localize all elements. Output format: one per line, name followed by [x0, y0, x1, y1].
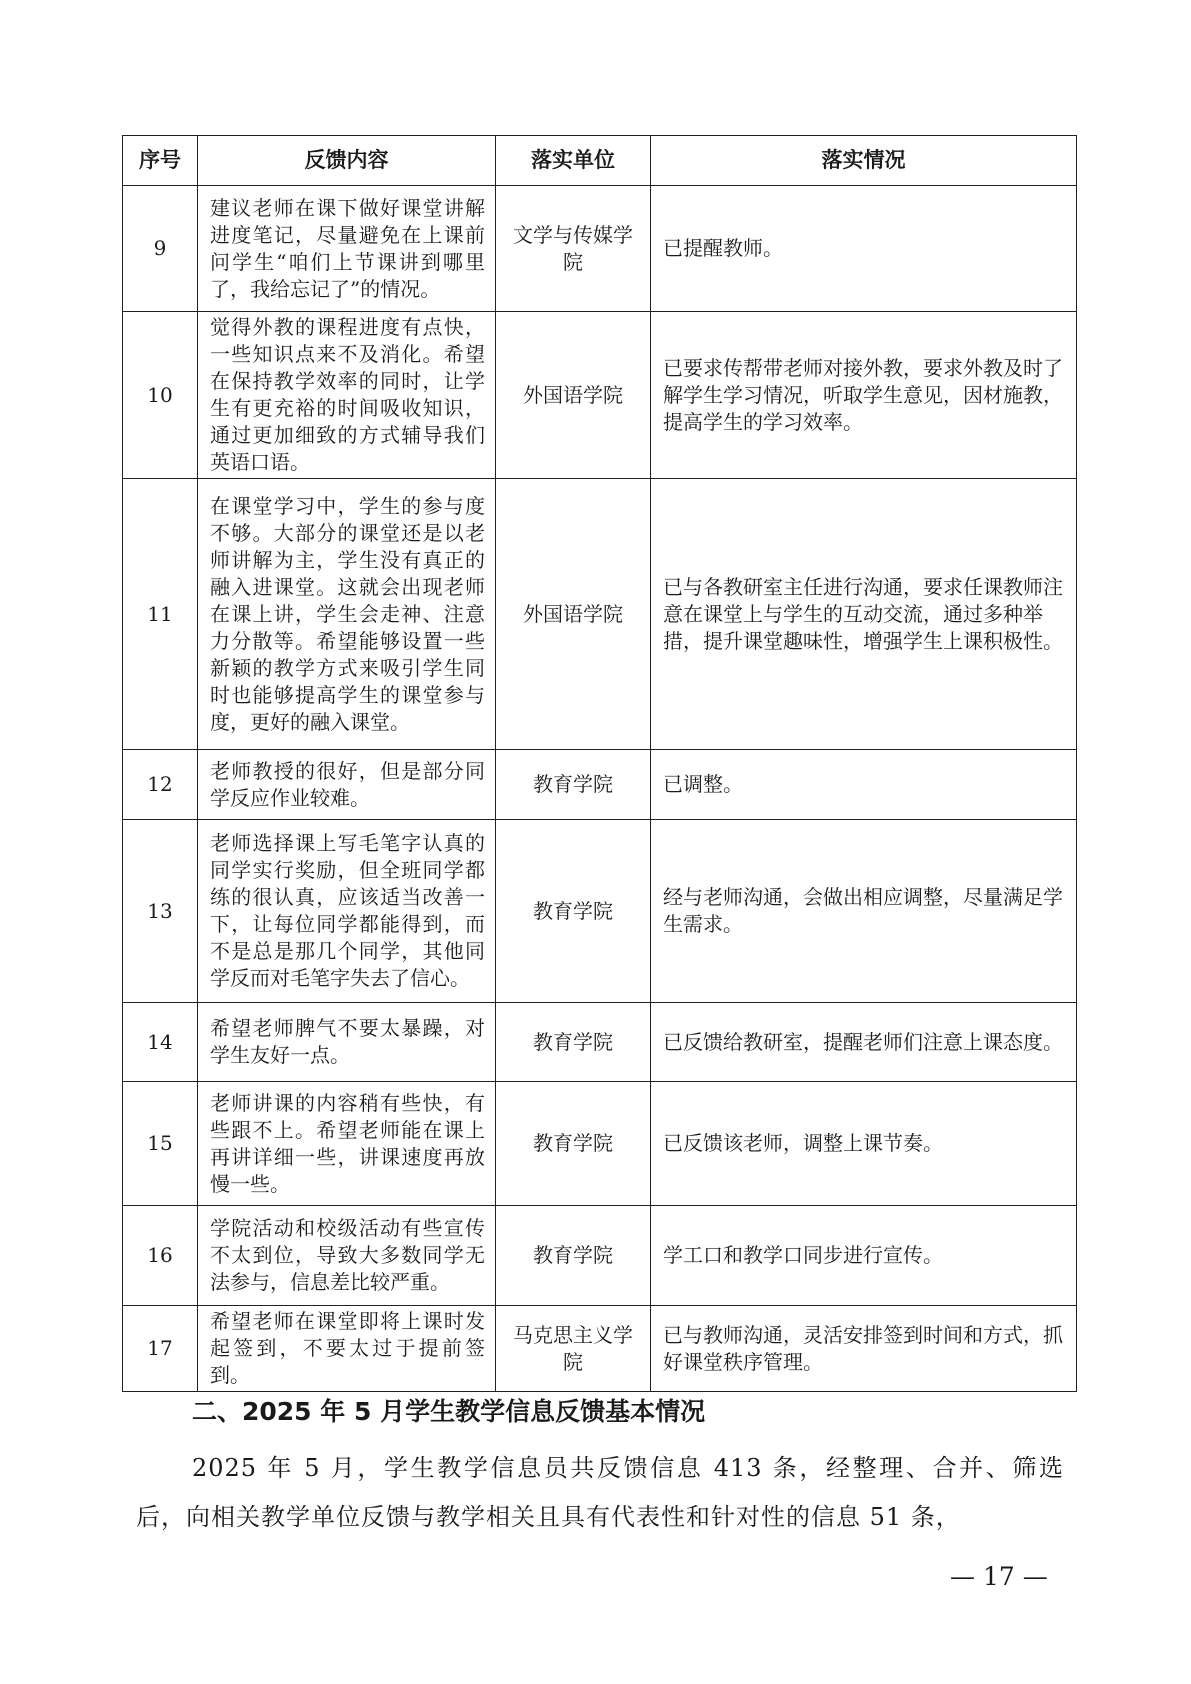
- responsible-unit: 教育学院: [496, 820, 651, 1003]
- header-no: 序号: [123, 136, 198, 186]
- row-number: 14: [123, 1003, 198, 1082]
- implementation-status: 已反馈给教研室，提醒老师们注意上课态度。: [651, 1003, 1077, 1082]
- table-row: [123, 1003, 1077, 1082]
- feedback-content: 老师讲课的内容稍有些快，有些跟不上。希望老师能在课上再讲详细一些，讲课速度再放慢一些。: [198, 1082, 496, 1206]
- responsible-unit: 教育学院: [496, 750, 651, 820]
- row-number: 17: [123, 1306, 198, 1392]
- implementation-status: 已与各教研室主任进行沟通，要求任课教师注意在课堂上与学生的互动交流，通过多种举措，提升课堂趣味性，增强学生上课积极性。: [651, 479, 1077, 750]
- implementation-status: 已调整。: [651, 750, 1077, 820]
- responsible-unit: 文学与传媒学院: [496, 186, 651, 312]
- table-row: [123, 750, 1077, 820]
- implementation-status: 已要求传帮带老师对接外教，要求外教及时了解学生学习情况，听取学生意见，因材施教，提高学生的学习效率。: [651, 312, 1077, 479]
- table-row: [123, 186, 1077, 312]
- feedback-content: 建议老师在课下做好课堂讲解进度笔记，尽量避免在上课前问学生“咱们上节课讲到哪里了，我给忘记了”的情况。: [198, 186, 496, 312]
- table-row: [123, 479, 1077, 750]
- implementation-status: 已反馈该老师，调整上课节奏。: [651, 1082, 1077, 1206]
- implementation-status: 已提醒教师。: [651, 186, 1077, 312]
- table-row: [123, 1306, 1077, 1392]
- row-number: 12: [123, 750, 198, 820]
- implementation-status: 经与老师沟通，会做出相应调整，尽量满足学生需求。: [651, 820, 1077, 1003]
- feedback-content: 希望老师脾气不要太暴躁，对学生友好一点。: [198, 1003, 496, 1082]
- feedback-content: 在课堂学习中，学生的参与度不够。大部分的课堂还是以老师讲解为主，学生没有真正的融入进课堂。这就会出现老师在课上讲，学生会走神、注意力分散等。希望能够设置一些新颖的教学方式来吸引学生同时也能够提高学生的课堂参与度，更好的融入课堂。: [198, 479, 496, 750]
- feedback-content: 学院活动和校级活动有些宣传不太到位，导致大多数同学无法参与，信息差比较严重。: [198, 1206, 496, 1306]
- section-heading: 二、2025 年 5 月学生教学信息反馈基本情况: [192, 1397, 706, 1426]
- row-number: 13: [123, 820, 198, 1003]
- implementation-status: 已与教师沟通，灵活安排签到时间和方式，抓好课堂秩序管理。: [651, 1306, 1077, 1392]
- feedback-content: 觉得外教的课程进度有点快，一些知识点来不及消化。希望在保持教学效率的同时，让学生有更充裕的时间吸收知识，通过更加细致的方式辅导我们英语口语。: [198, 312, 496, 479]
- row-number: 16: [123, 1206, 198, 1306]
- responsible-unit: 教育学院: [496, 1082, 651, 1206]
- row-number: 10: [123, 312, 198, 479]
- feedback-table: [122, 135, 1077, 1392]
- responsible-unit: 外国语学院: [496, 479, 651, 750]
- row-number: 11: [123, 479, 198, 750]
- header-content: 反馈内容: [198, 136, 496, 186]
- header-unit: 落实单位: [496, 136, 651, 186]
- row-number: 15: [123, 1082, 198, 1206]
- table-row: [123, 1082, 1077, 1206]
- feedback-content: 老师教授的很好，但是部分同学反应作业较难。: [198, 750, 496, 820]
- table-row: [123, 1206, 1077, 1306]
- feedback-content: 老师选择课上写毛笔字认真的同学实行奖励，但全班同学都练的很认真，应该适当改善一下，让每位同学都能得到，而不是总是那几个同学，其他同学反而对毛笔字失去了信心。: [198, 820, 496, 1003]
- body-paragraph: 2025 年 5 月，学生教学信息员共反馈信息 413 条，经整理、合并、筛选后，向相关教学单位反馈与教学相关且具有代表性和针对性的信息 51 条，: [136, 1454, 1064, 1531]
- row-number: 9: [123, 186, 198, 312]
- feedback-content: 希望老师在课堂即将上课时发起签到，不要太过于提前签到。: [198, 1306, 496, 1392]
- implementation-status: 学工口和教学口同步进行宣传。: [651, 1206, 1077, 1306]
- header-status: 落实情况: [651, 136, 1077, 186]
- table-row: [123, 312, 1077, 479]
- responsible-unit: 教育学院: [496, 1003, 651, 1082]
- responsible-unit: 外国语学院: [496, 312, 651, 479]
- responsible-unit: 马克思主义学院: [496, 1306, 651, 1392]
- responsible-unit: 教育学院: [496, 1206, 651, 1306]
- page-number: — 17 —: [950, 1562, 1048, 1591]
- table-header-row: [123, 136, 1077, 186]
- table-row: [123, 820, 1077, 1003]
